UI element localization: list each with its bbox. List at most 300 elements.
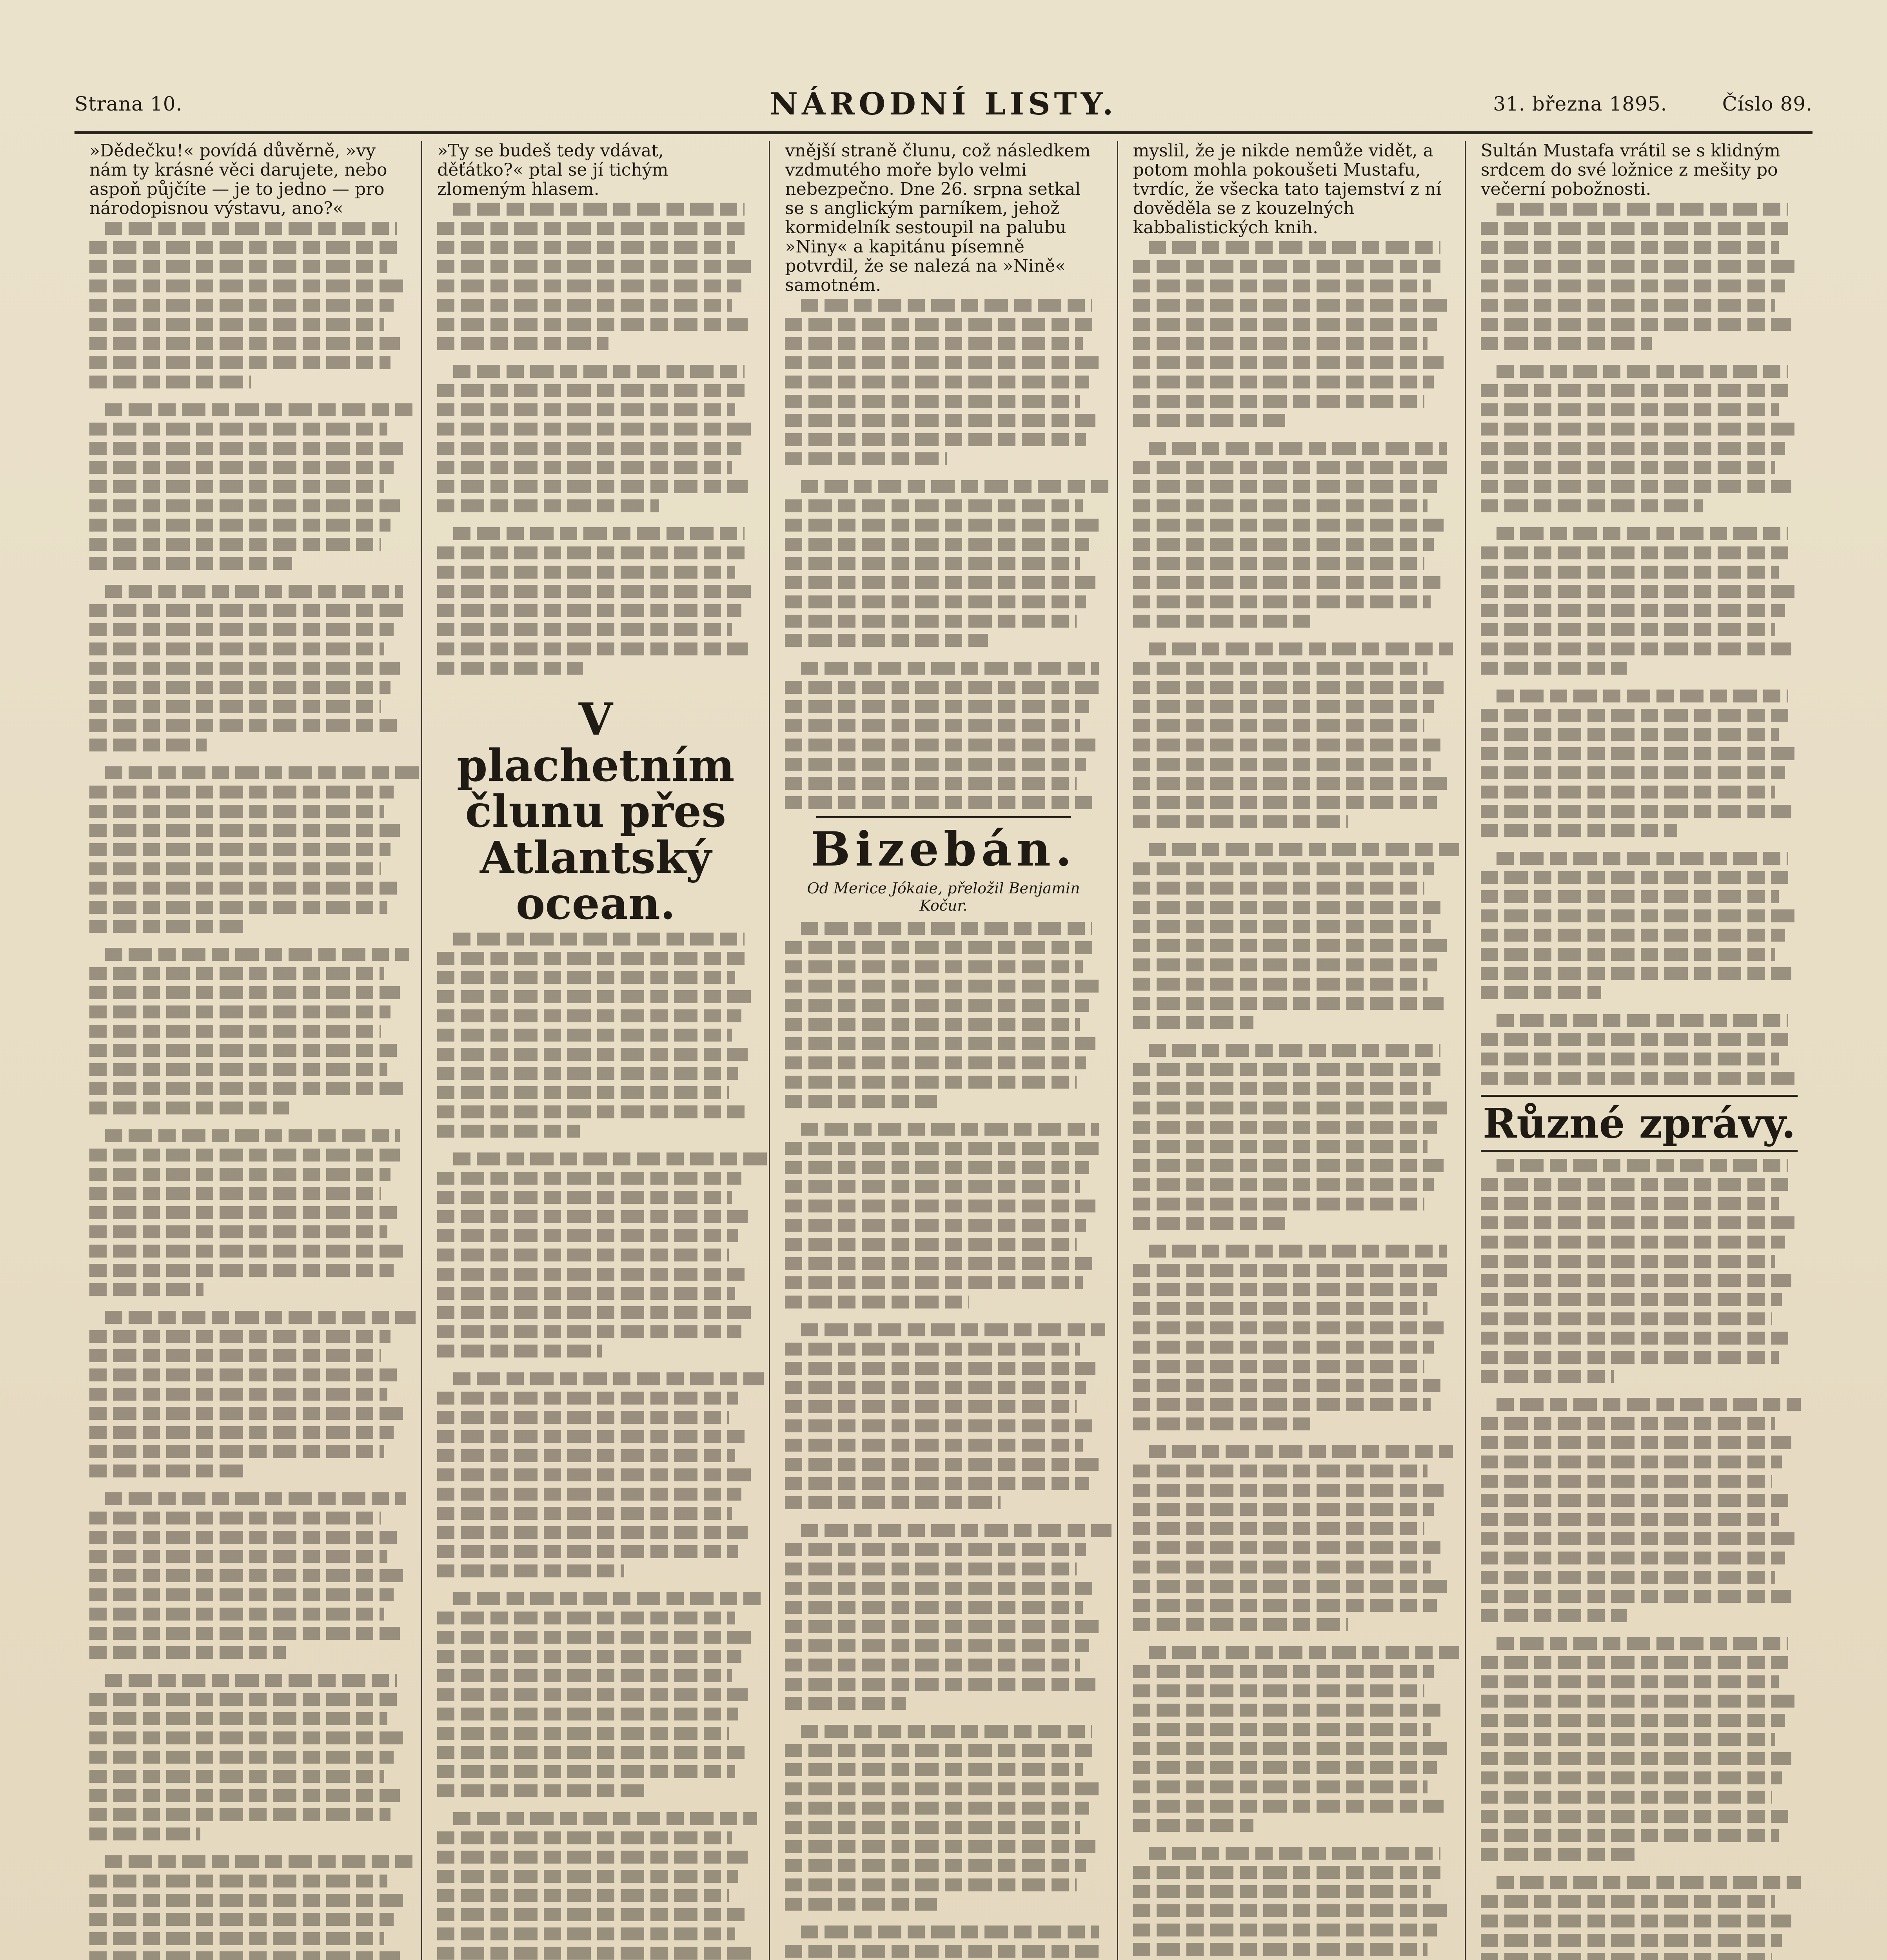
text-line bbox=[785, 519, 1099, 532]
text-line bbox=[1481, 260, 1794, 273]
text-line bbox=[437, 1688, 748, 1701]
text-line bbox=[1133, 1522, 1425, 1535]
text-line bbox=[89, 1330, 390, 1343]
text-line bbox=[1133, 1618, 1349, 1631]
text-line bbox=[437, 642, 748, 655]
text-line bbox=[437, 1488, 741, 1501]
text-line bbox=[1481, 786, 1776, 799]
text-line bbox=[1133, 318, 1437, 331]
paragraph-gap bbox=[437, 519, 754, 527]
text-line bbox=[1481, 1733, 1776, 1746]
text-line bbox=[1133, 1082, 1431, 1095]
text-line bbox=[437, 1086, 729, 1099]
text-line bbox=[437, 662, 583, 675]
text-line bbox=[1481, 1178, 1788, 1191]
text-line bbox=[1497, 203, 1788, 216]
column-5-body-text bbox=[1481, 1159, 1798, 1960]
text-line bbox=[89, 882, 397, 895]
column-3-body-text-top bbox=[785, 299, 1102, 809]
text-line bbox=[785, 1802, 1089, 1815]
text-line bbox=[785, 1620, 1099, 1633]
column-5-body-text-top bbox=[1481, 203, 1798, 1085]
text-line bbox=[785, 1744, 1092, 1757]
text-line bbox=[437, 1927, 735, 1940]
text-line bbox=[785, 1659, 1080, 1671]
text-line bbox=[1133, 1561, 1431, 1573]
text-line bbox=[437, 1125, 580, 1138]
text-line bbox=[1133, 499, 1428, 512]
text-line bbox=[89, 1445, 384, 1458]
text-line bbox=[1481, 1370, 1614, 1383]
text-line bbox=[1481, 1953, 1773, 1960]
text-line bbox=[1481, 480, 1791, 493]
text-line bbox=[1133, 376, 1434, 388]
text-line bbox=[105, 948, 409, 961]
text-line bbox=[437, 1650, 741, 1663]
text-line bbox=[89, 805, 384, 818]
text-line bbox=[89, 1808, 390, 1821]
paragraph-gap bbox=[437, 1584, 754, 1592]
text-line bbox=[785, 615, 1077, 628]
text-line bbox=[89, 1168, 390, 1181]
text-line bbox=[1133, 337, 1428, 350]
news-section-title: Různé zprávy. bbox=[1481, 1095, 1798, 1152]
text-line bbox=[785, 999, 1089, 1012]
text-line bbox=[1497, 690, 1788, 702]
text-line bbox=[437, 403, 735, 416]
text-line bbox=[1133, 1704, 1440, 1717]
text-line bbox=[785, 1200, 1095, 1212]
text-line bbox=[1481, 1455, 1782, 1468]
text-line bbox=[1133, 901, 1440, 914]
text-line bbox=[89, 1512, 381, 1524]
paragraph-gap bbox=[785, 1917, 1102, 1926]
text-line bbox=[1497, 1876, 1801, 1889]
text-line bbox=[89, 1913, 394, 1926]
text-line bbox=[437, 1612, 735, 1624]
text-line bbox=[89, 1693, 397, 1706]
text-line bbox=[785, 960, 1083, 973]
text-line bbox=[1133, 1599, 1437, 1612]
text-line bbox=[437, 1746, 745, 1759]
text-line bbox=[89, 1044, 397, 1057]
paragraph-gap bbox=[89, 1665, 406, 1674]
column-1 bbox=[74, 141, 422, 1960]
text-line bbox=[785, 1678, 1095, 1691]
text-line bbox=[89, 1025, 381, 1038]
text-line bbox=[437, 1392, 738, 1405]
paragraph-gap bbox=[89, 1121, 406, 1129]
text-line bbox=[785, 576, 1095, 589]
text-line bbox=[1481, 948, 1776, 961]
text-line bbox=[89, 623, 394, 636]
paragraph-gap bbox=[785, 472, 1102, 480]
text-line bbox=[89, 1751, 394, 1764]
text-line bbox=[437, 1564, 624, 1577]
text-line bbox=[1133, 1943, 1428, 1956]
text-line bbox=[1497, 365, 1788, 378]
text-line bbox=[801, 1323, 1105, 1336]
text-line bbox=[437, 623, 732, 636]
text-line bbox=[89, 519, 390, 532]
text-line bbox=[89, 241, 397, 254]
text-line bbox=[1481, 222, 1788, 235]
text-line bbox=[437, 1249, 729, 1261]
text-line bbox=[437, 1411, 729, 1424]
text-line bbox=[437, 1306, 751, 1319]
text-line bbox=[89, 1932, 384, 1945]
text-line bbox=[1481, 805, 1791, 818]
text-line bbox=[453, 203, 745, 216]
text-line bbox=[89, 1368, 397, 1381]
text-line bbox=[785, 1898, 937, 1911]
text-line bbox=[785, 1582, 1092, 1595]
text-line bbox=[1133, 557, 1425, 570]
text-line bbox=[1481, 1312, 1773, 1325]
column-2-opening-text: »Ty se budeš tedy vdávat, děťátko?« ptal se jí tichým zlomeným hlasem. bbox=[437, 141, 668, 199]
text-line bbox=[1481, 747, 1794, 760]
text-line bbox=[801, 299, 1093, 312]
text-line bbox=[89, 843, 390, 856]
text-line bbox=[89, 1531, 397, 1544]
text-line bbox=[801, 922, 1093, 935]
paragraph-gap bbox=[1133, 1236, 1450, 1245]
text-line bbox=[1149, 1245, 1447, 1258]
text-line bbox=[1481, 1216, 1794, 1229]
text-line bbox=[437, 1009, 741, 1022]
header-meta bbox=[1493, 93, 1813, 115]
text-line bbox=[1149, 442, 1447, 455]
text-line bbox=[1481, 1915, 1791, 1927]
text-line bbox=[89, 1951, 400, 1960]
text-line bbox=[785, 1840, 1095, 1853]
text-line bbox=[1481, 241, 1779, 254]
text-line bbox=[785, 758, 1086, 771]
text-line bbox=[1481, 1675, 1779, 1688]
text-line bbox=[1481, 1236, 1785, 1249]
text-line bbox=[1133, 1159, 1444, 1172]
text-line bbox=[437, 1669, 732, 1682]
text-line bbox=[1133, 681, 1444, 694]
text-line bbox=[1133, 1217, 1285, 1230]
text-line bbox=[785, 1639, 1089, 1652]
text-line bbox=[785, 1878, 1077, 1891]
paragraph-gap bbox=[1133, 835, 1450, 843]
text-line bbox=[437, 1172, 741, 1185]
text-line bbox=[89, 557, 292, 570]
text-line bbox=[785, 1782, 1099, 1795]
page-number: Strana 10. bbox=[74, 93, 183, 115]
text-line bbox=[785, 1563, 1077, 1575]
text-line bbox=[1481, 1197, 1779, 1210]
text-line bbox=[1133, 1885, 1431, 1898]
text-line bbox=[1481, 986, 1601, 999]
text-line bbox=[453, 365, 745, 378]
text-line bbox=[1149, 1044, 1440, 1057]
text-line bbox=[1481, 1436, 1791, 1449]
text-line bbox=[1133, 1016, 1253, 1029]
text-line bbox=[89, 1646, 286, 1659]
text-line bbox=[89, 1770, 384, 1783]
text-line bbox=[437, 1831, 732, 1844]
text-line bbox=[89, 1063, 387, 1076]
paragraph-gap bbox=[785, 1515, 1102, 1524]
text-line bbox=[89, 1283, 203, 1296]
text-line bbox=[1481, 890, 1779, 903]
text-line bbox=[105, 1129, 400, 1142]
text-line bbox=[437, 260, 751, 273]
text-line bbox=[89, 538, 381, 551]
text-line bbox=[1497, 527, 1788, 540]
text-line bbox=[89, 604, 403, 617]
text-line bbox=[1481, 1934, 1782, 1947]
text-line bbox=[1133, 1102, 1447, 1114]
text-line bbox=[1133, 519, 1444, 532]
text-line bbox=[1133, 1398, 1431, 1411]
text-line bbox=[89, 700, 381, 713]
text-line bbox=[89, 337, 400, 350]
text-line bbox=[1481, 1791, 1773, 1804]
page-header bbox=[74, 80, 1813, 127]
text-line bbox=[785, 1296, 969, 1308]
text-line bbox=[1133, 480, 1437, 493]
text-line bbox=[89, 1005, 390, 1018]
text-line bbox=[785, 499, 1083, 512]
text-line bbox=[89, 423, 387, 436]
paragraph-gap bbox=[1481, 519, 1798, 527]
text-line bbox=[89, 1225, 387, 1238]
text-line bbox=[785, 941, 1092, 954]
text-line bbox=[1133, 615, 1317, 628]
text-line bbox=[1481, 1571, 1776, 1584]
text-line bbox=[437, 318, 748, 331]
text-line bbox=[1481, 1332, 1788, 1345]
text-line bbox=[437, 1468, 751, 1481]
text-columns bbox=[74, 141, 1813, 1960]
text-line bbox=[1481, 967, 1791, 980]
text-line bbox=[437, 1889, 729, 1902]
text-line bbox=[1133, 1283, 1437, 1296]
text-line bbox=[1481, 337, 1652, 350]
text-line bbox=[1481, 1033, 1788, 1046]
column-1-opening-text: »Dědečku!« povídá důvěrně, »vy nám ty krásné věci darujete, nebo aspoň půjčíte — je to jedno — pro národopisnou výstavu, ano?« bbox=[89, 141, 387, 218]
text-line bbox=[785, 452, 946, 465]
text-line bbox=[1133, 1484, 1444, 1497]
text-line bbox=[1133, 1379, 1440, 1392]
text-line bbox=[1133, 1360, 1425, 1373]
text-line bbox=[1133, 1580, 1447, 1593]
text-line bbox=[785, 1056, 1086, 1069]
text-line bbox=[1133, 1742, 1447, 1755]
issue-number: Číslo 89. bbox=[1722, 93, 1813, 115]
text-line bbox=[437, 1029, 732, 1042]
issue-date: 31. března 1895. bbox=[1493, 93, 1667, 115]
text-line bbox=[785, 634, 988, 647]
text-line bbox=[1133, 719, 1425, 732]
text-line bbox=[785, 1095, 937, 1108]
text-line bbox=[1133, 1121, 1437, 1134]
text-line bbox=[89, 1407, 403, 1420]
text-line bbox=[1149, 1847, 1440, 1860]
text-line bbox=[89, 967, 384, 980]
text-line bbox=[437, 1870, 738, 1883]
text-line bbox=[785, 376, 1089, 388]
text-line bbox=[801, 1524, 1111, 1537]
feuilleton-title: Bizebán. bbox=[810, 822, 1077, 877]
text-line bbox=[1481, 871, 1788, 884]
text-line bbox=[89, 1789, 400, 1802]
text-line bbox=[437, 1345, 602, 1357]
text-line bbox=[1481, 566, 1779, 579]
text-line bbox=[1481, 623, 1776, 636]
column-2-body-text bbox=[437, 933, 754, 1960]
column-3-opening-text: vnější straně člunu, což následkem vzdmutého moře bylo velmi nebezpečno. Dne 26. srpna setkal se s anglickým parníkem, jehož kormidelník sestoupil na palubu »Niny« a kapitánu písemně potvrdil, že se nalezá na »Nině« samotném. bbox=[785, 141, 1091, 295]
text-line bbox=[105, 1492, 406, 1505]
paragraph-gap bbox=[1133, 634, 1450, 642]
text-line bbox=[1133, 1904, 1447, 1917]
text-line bbox=[453, 527, 745, 540]
text-line bbox=[1481, 1475, 1773, 1488]
text-line bbox=[89, 739, 207, 751]
text-line bbox=[1481, 442, 1785, 455]
text-line bbox=[1133, 1264, 1447, 1277]
paragraph-gap bbox=[437, 681, 754, 690]
text-line bbox=[1481, 499, 1703, 512]
text-line bbox=[437, 604, 741, 617]
text-line bbox=[785, 1238, 1077, 1251]
text-line bbox=[437, 1325, 741, 1338]
text-line bbox=[89, 318, 384, 331]
text-line bbox=[1481, 585, 1794, 598]
text-line bbox=[437, 1105, 745, 1118]
article-title: V plachetním člunu přes Atlantský ocean. bbox=[457, 694, 735, 930]
paragraph-gap bbox=[89, 576, 406, 585]
text-line bbox=[785, 595, 1086, 608]
text-line bbox=[785, 1381, 1086, 1394]
text-line bbox=[1133, 1541, 1440, 1554]
text-line bbox=[453, 1372, 764, 1385]
text-line bbox=[785, 1496, 1001, 1509]
text-line bbox=[437, 1631, 751, 1644]
text-line bbox=[1133, 595, 1431, 608]
text-line bbox=[1133, 538, 1434, 551]
text-line bbox=[437, 1430, 745, 1443]
text-line bbox=[1481, 279, 1785, 292]
text-line bbox=[1481, 709, 1788, 722]
text-line bbox=[1481, 1513, 1779, 1526]
text-line bbox=[437, 1210, 748, 1223]
text-line bbox=[437, 1191, 732, 1204]
text-line bbox=[1481, 403, 1779, 416]
text-line bbox=[1133, 1198, 1425, 1210]
text-line bbox=[785, 739, 1095, 751]
text-line bbox=[437, 1727, 729, 1740]
text-line bbox=[785, 414, 1095, 427]
text-line bbox=[1133, 260, 1440, 273]
text-line bbox=[437, 546, 745, 559]
column-4 bbox=[1118, 141, 1466, 1960]
text-line bbox=[1481, 604, 1785, 617]
text-line bbox=[437, 241, 735, 254]
text-line bbox=[1481, 1752, 1791, 1765]
text-line bbox=[105, 766, 419, 779]
paragraph-gap bbox=[1133, 1437, 1450, 1445]
text-line bbox=[1133, 662, 1428, 675]
text-line bbox=[89, 356, 390, 369]
column-2 bbox=[422, 141, 770, 1960]
text-line bbox=[89, 1206, 397, 1219]
text-line bbox=[1133, 1503, 1434, 1516]
text-line bbox=[105, 222, 397, 235]
text-line bbox=[437, 952, 745, 965]
text-line bbox=[89, 824, 400, 837]
text-line bbox=[105, 403, 412, 416]
text-line bbox=[785, 1142, 1099, 1155]
text-line bbox=[1481, 423, 1794, 436]
text-line bbox=[89, 920, 248, 933]
text-line bbox=[89, 1264, 394, 1277]
text-line bbox=[105, 1311, 416, 1324]
text-line bbox=[1497, 1637, 1788, 1650]
paragraph-gap bbox=[1133, 1035, 1450, 1044]
text-line bbox=[801, 1725, 1093, 1738]
text-line bbox=[1481, 1351, 1779, 1364]
text-line bbox=[1133, 700, 1434, 713]
text-line bbox=[89, 260, 387, 273]
text-line bbox=[785, 1037, 1095, 1050]
paragraph-gap bbox=[89, 395, 406, 403]
paragraph-gap bbox=[785, 1315, 1102, 1323]
text-line bbox=[1481, 1053, 1779, 1065]
text-line bbox=[1149, 1646, 1459, 1659]
paragraph-gap bbox=[89, 758, 406, 766]
text-line bbox=[1481, 1532, 1794, 1545]
paragraph-gap bbox=[785, 653, 1102, 662]
paragraph-gap bbox=[89, 939, 406, 948]
text-line bbox=[89, 461, 394, 474]
column-1-body-text bbox=[89, 222, 406, 1960]
text-line bbox=[1481, 318, 1791, 331]
text-line bbox=[89, 1608, 384, 1621]
text-line bbox=[785, 1076, 1077, 1089]
text-line bbox=[1481, 909, 1794, 922]
text-line bbox=[785, 1821, 1080, 1834]
paragraph-gap bbox=[89, 1847, 406, 1855]
text-line bbox=[437, 1507, 732, 1520]
text-line bbox=[1481, 1829, 1779, 1842]
text-line bbox=[1133, 1819, 1253, 1832]
text-line bbox=[785, 1400, 1077, 1413]
text-line bbox=[89, 1828, 200, 1840]
paragraph-gap bbox=[785, 1114, 1102, 1123]
text-line bbox=[437, 971, 735, 984]
paragraph-gap bbox=[1481, 1867, 1798, 1876]
text-line bbox=[89, 1569, 403, 1582]
text-line bbox=[89, 1588, 394, 1601]
text-line bbox=[89, 1187, 381, 1200]
text-line bbox=[1133, 758, 1431, 771]
text-line bbox=[1133, 414, 1285, 427]
text-line bbox=[437, 1526, 748, 1539]
text-line bbox=[1497, 852, 1788, 865]
text-line bbox=[437, 990, 751, 1003]
text-line bbox=[785, 557, 1080, 570]
text-line bbox=[89, 376, 251, 388]
text-line bbox=[1133, 882, 1425, 895]
text-line bbox=[1497, 1159, 1788, 1172]
text-line bbox=[1133, 1140, 1428, 1153]
text-line bbox=[89, 862, 381, 875]
